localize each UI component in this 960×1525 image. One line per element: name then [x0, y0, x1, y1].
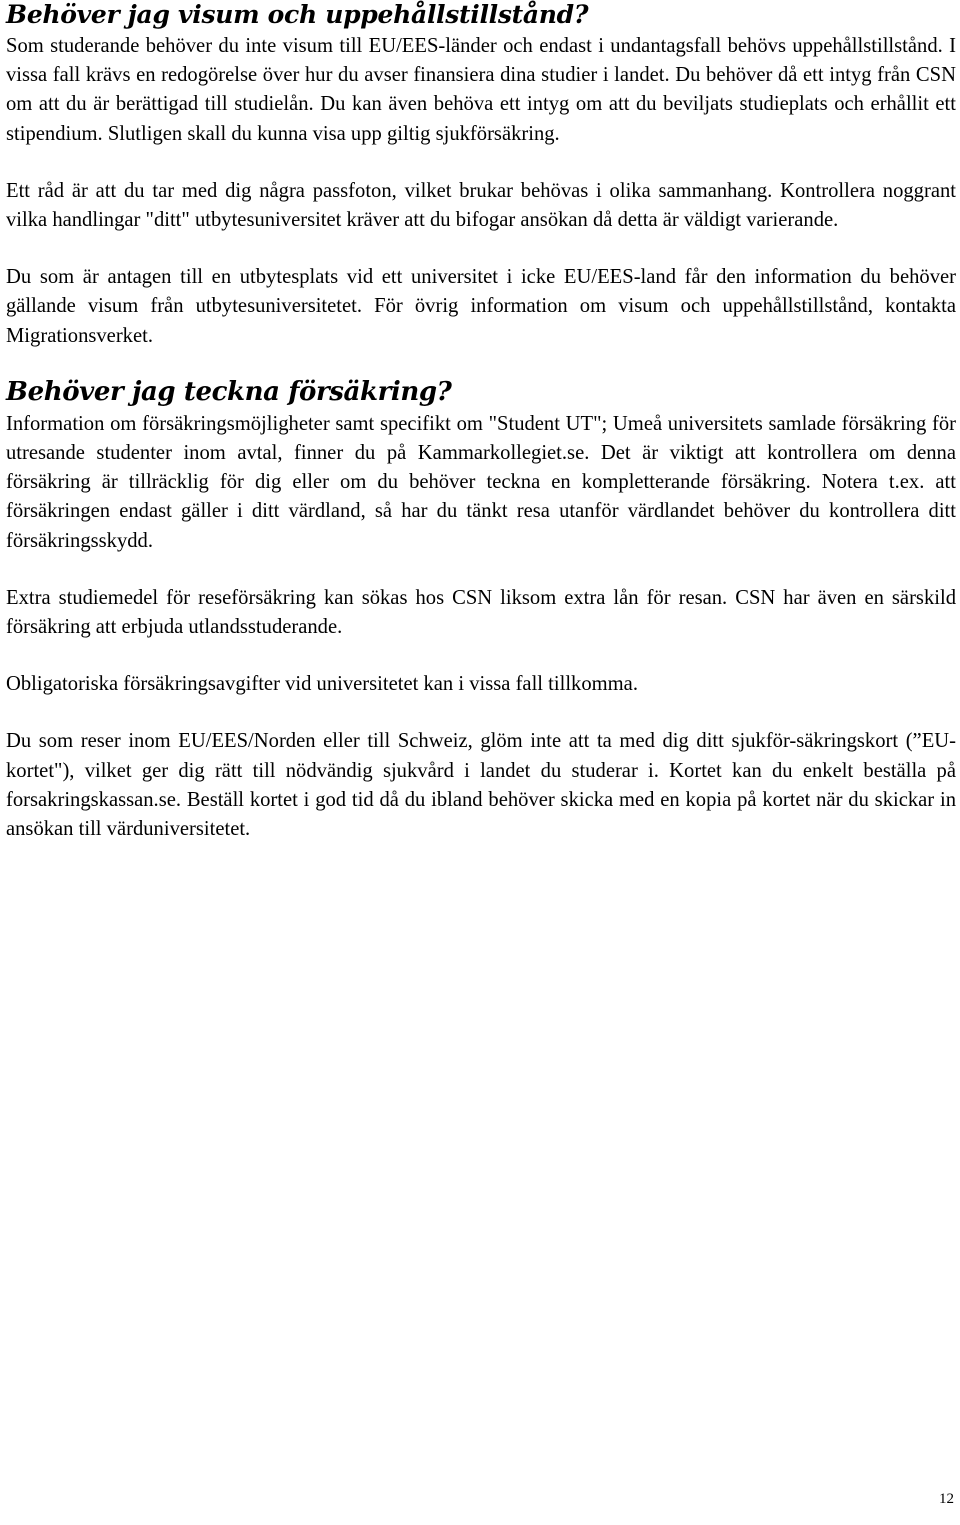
paragraph-student-ut-insurance: Information om försäkringsmöjligheter samt specifikt om "Student UT"; Umeå universitets samlade försäkring för utresande studenter inom avtal, finner du på Kammarkollegiet.se. Det är viktigt att kontrollera om denna försäkring är tillräcklig för dig eller om du behöver teckna en kompletterande försäkring. Notera t.ex. att försäkringen endast gäller i ditt värdland, så har du tänkt resa utanför värdlandet behöver du kontrollera ditt försäkringsskydd.: [6, 412, 956, 552]
paragraph-eu-health-card: Du som reser inom EU/EES/Norden eller till Schweiz, glöm inte att ta med dig ditt sjukför-säkringskort (”EU-kortet"), vilket ger dig rätt till nödvändig sjukvård i landet du studerar i. Kortet kan du enkelt beställa på forsakringskassan.se. Beställ kortet i god tid då du ibland behöver skicka med en kopia på kortet när du skickar in ansökan till värduniversitetet.: [6, 730, 956, 841]
paragraph-passport-photos: Ett råd är att du tar med dig några passfoton, vilket brukar behövas i olika sammanhang. Kontrollera noggrant vilka handlingar "ditt" utbytesuniversitet kräver att du bifogar ansökan då detta är väldigt varierande.: [6, 179, 956, 232]
paragraph-csn-travel-insurance: Extra studiemedel för reseförsäkring kan sökas hos CSN liksom extra lån för resan. CSN har även en särskild försäkring att erbjuda utlandsstuderande.: [6, 586, 956, 639]
paragraph-non-eu-visa: Du som är antagen till en utbytesplats vid ett universitet i icke EU/EES-land får den information du behöver gällande visum från utbytesuniversitetet. För övrig information om visum och uppehållstillstånd, kontakta Migrationsverket.: [6, 266, 956, 347]
document-page: [6, 0, 956, 844]
paragraph-mandatory-fees: Obligatoriska försäkringsavgifter vid universitetet kan i vissa fall tillkomma.: [6, 673, 638, 696]
heading-visa: Behöver jag visum och uppehållstillstånd?: [6, 0, 589, 29]
page-number: 12: [939, 1491, 954, 1507]
paragraph-visa-requirements: Som studerande behöver du inte visum till EU/EES-länder och endast i undantagsfall behövs uppehållstillstånd. I vissa fall krävs en redogörelse över hur du avser finansiera dina studier i landet. Du behöver då ett intyg från CSN om att du är berättigad till studielån. Du kan även behöva ett intyg om att du beviljats studieplats och erhållit ett stipendium. Slutligen skall du kunna visa upp giltig sjukförsäkring.: [6, 35, 956, 145]
heading-insurance: Behöver jag teckna försäkring?: [6, 376, 452, 407]
